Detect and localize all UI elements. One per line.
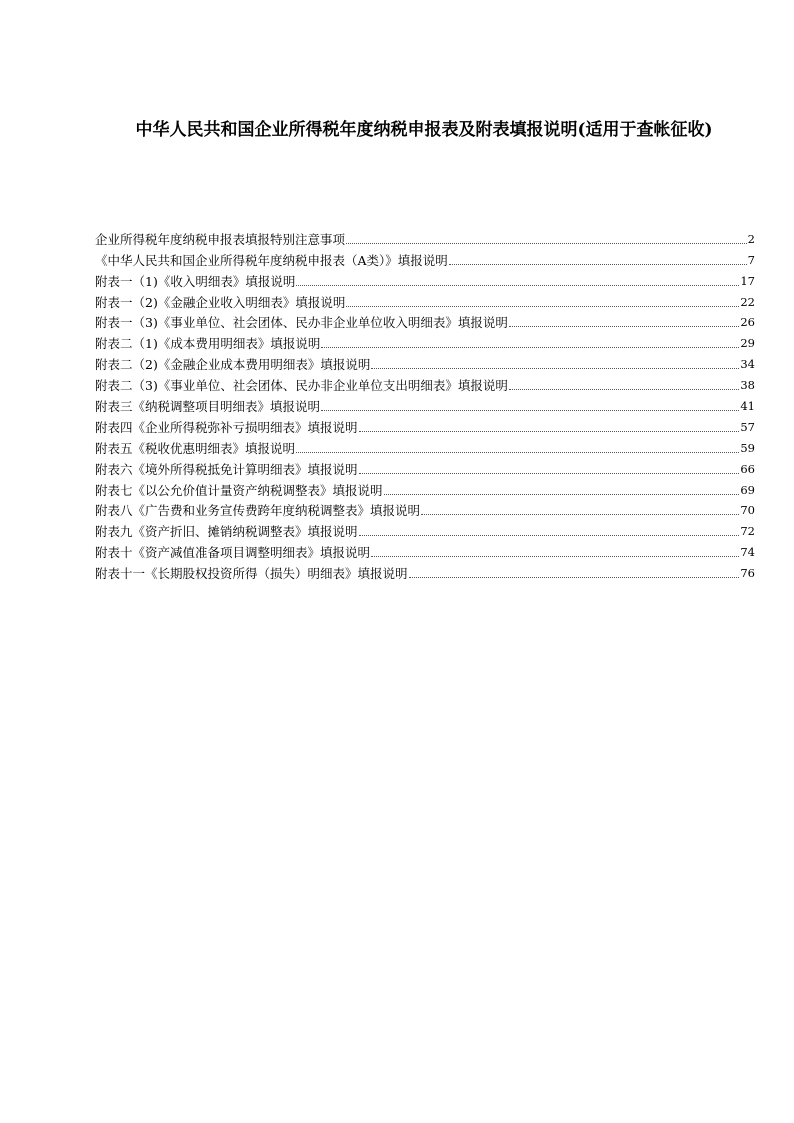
toc-page-number: 72 xyxy=(740,524,755,539)
toc-entry[interactable] xyxy=(95,456,755,477)
table-of-contents xyxy=(95,226,755,581)
toc-entry[interactable] xyxy=(95,330,755,351)
toc-dot-leader xyxy=(509,388,740,390)
toc-page-number: 29 xyxy=(740,336,755,351)
toc-page-number: 2 xyxy=(747,231,755,246)
toc-page-number: 41 xyxy=(740,399,755,414)
toc-dot-leader xyxy=(321,409,739,411)
toc-entry[interactable] xyxy=(95,539,755,560)
toc-entry-label: 附表八《广告费和业务宣传费跨年度纳税调整表》填报说明 xyxy=(95,503,421,519)
toc-page-number: 17 xyxy=(740,273,755,288)
toc-entry[interactable] xyxy=(95,351,755,372)
toc-entry[interactable] xyxy=(95,435,755,456)
toc-dot-leader xyxy=(371,367,739,369)
toc-entry[interactable] xyxy=(95,372,755,393)
toc-entry-label: 附表四《企业所得税弥补亏损明细表》填报说明 xyxy=(95,419,358,435)
toc-page-number: 7 xyxy=(747,252,755,267)
toc-entry[interactable] xyxy=(95,310,755,331)
toc-entry[interactable] xyxy=(95,289,755,310)
toc-dot-leader xyxy=(509,325,740,327)
toc-dot-leader xyxy=(346,242,747,244)
toc-entry-label: 附表五《税收优惠明细表》填报说明 xyxy=(95,440,296,456)
toc-dot-leader xyxy=(449,263,747,265)
toc-dot-leader xyxy=(421,513,739,515)
toc-entry-label: 《中华人民共和国企业所得税年度纳税申报表（A类）》填报说明 xyxy=(95,252,448,268)
toc-dot-leader xyxy=(321,346,739,348)
toc-page-number: 26 xyxy=(740,315,755,330)
toc-entry[interactable] xyxy=(95,560,755,581)
toc-dot-leader xyxy=(346,305,739,307)
toc-page-number: 22 xyxy=(740,294,755,309)
toc-entry-label: 附表二（3)《事业单位、社会团体、民办非企业单位支出明细表》填报说明 xyxy=(95,378,508,394)
toc-dot-leader xyxy=(359,472,740,474)
toc-entry-label: 企业所得税年度纳税申报表填报特别注意事项 xyxy=(95,231,346,247)
toc-entry-label: 附表一（3)《事业单位、社会团体、民办非企业单位收入明细表》填报说明 xyxy=(95,315,508,331)
toc-entry-label: 附表一（2)《金融企业收入明细表》填报说明 xyxy=(95,294,346,310)
toc-dot-leader xyxy=(409,576,740,578)
toc-dot-leader xyxy=(359,534,740,536)
toc-entry-label: 附表三《纳税调整项目明细表》填报说明 xyxy=(95,399,321,415)
toc-entry-label: 附表十《资产减值准备项目调整明细表》填报说明 xyxy=(95,545,371,561)
toc-dot-leader xyxy=(384,493,740,495)
toc-entry[interactable] xyxy=(95,268,755,289)
toc-entry-label: 附表十一《长期股权投资所得（损失）明细表》填报说明 xyxy=(95,566,408,582)
toc-entry[interactable] xyxy=(95,247,755,268)
toc-entry[interactable] xyxy=(95,393,755,414)
toc-page-number: 57 xyxy=(740,419,755,434)
toc-entry-label: 附表二（2)《金融企业成本费用明细表》填报说明 xyxy=(95,357,371,373)
toc-entry-label: 附表九《资产折旧、摊销纳税调整表》填报说明 xyxy=(95,524,358,540)
toc-page-number: 66 xyxy=(740,461,755,476)
toc-entry[interactable] xyxy=(95,518,755,539)
toc-page-number: 69 xyxy=(740,482,755,497)
toc-entry[interactable] xyxy=(95,477,755,498)
toc-entry-label: 附表二（1)《成本费用明细表》填报说明 xyxy=(95,336,321,352)
toc-entry-label: 附表一（1)《收入明细表》填报说明 xyxy=(95,273,296,289)
toc-page-number: 74 xyxy=(740,545,755,560)
toc-page-number: 59 xyxy=(740,440,755,455)
toc-page-number: 34 xyxy=(740,357,755,372)
toc-page-number: 70 xyxy=(740,503,755,518)
toc-dot-leader xyxy=(296,284,739,286)
toc-dot-leader xyxy=(371,555,739,557)
toc-entry[interactable] xyxy=(95,498,755,519)
document-title: 中华人民共和国企业所得税年度纳税申报表及附表填报说明(适用于查帐征收) xyxy=(135,120,713,140)
toc-entry-label: 附表七《以公允价值计量资产纳税调整表》填报说明 xyxy=(95,482,383,498)
toc-page-number: 76 xyxy=(740,566,755,581)
toc-entry-label: 附表六《境外所得税抵免计算明细表》填报说明 xyxy=(95,461,358,477)
toc-entry[interactable] xyxy=(95,414,755,435)
toc-entry[interactable] xyxy=(95,226,755,247)
toc-dot-leader xyxy=(359,430,740,432)
toc-page-number: 38 xyxy=(740,378,755,393)
toc-dot-leader xyxy=(296,451,739,453)
